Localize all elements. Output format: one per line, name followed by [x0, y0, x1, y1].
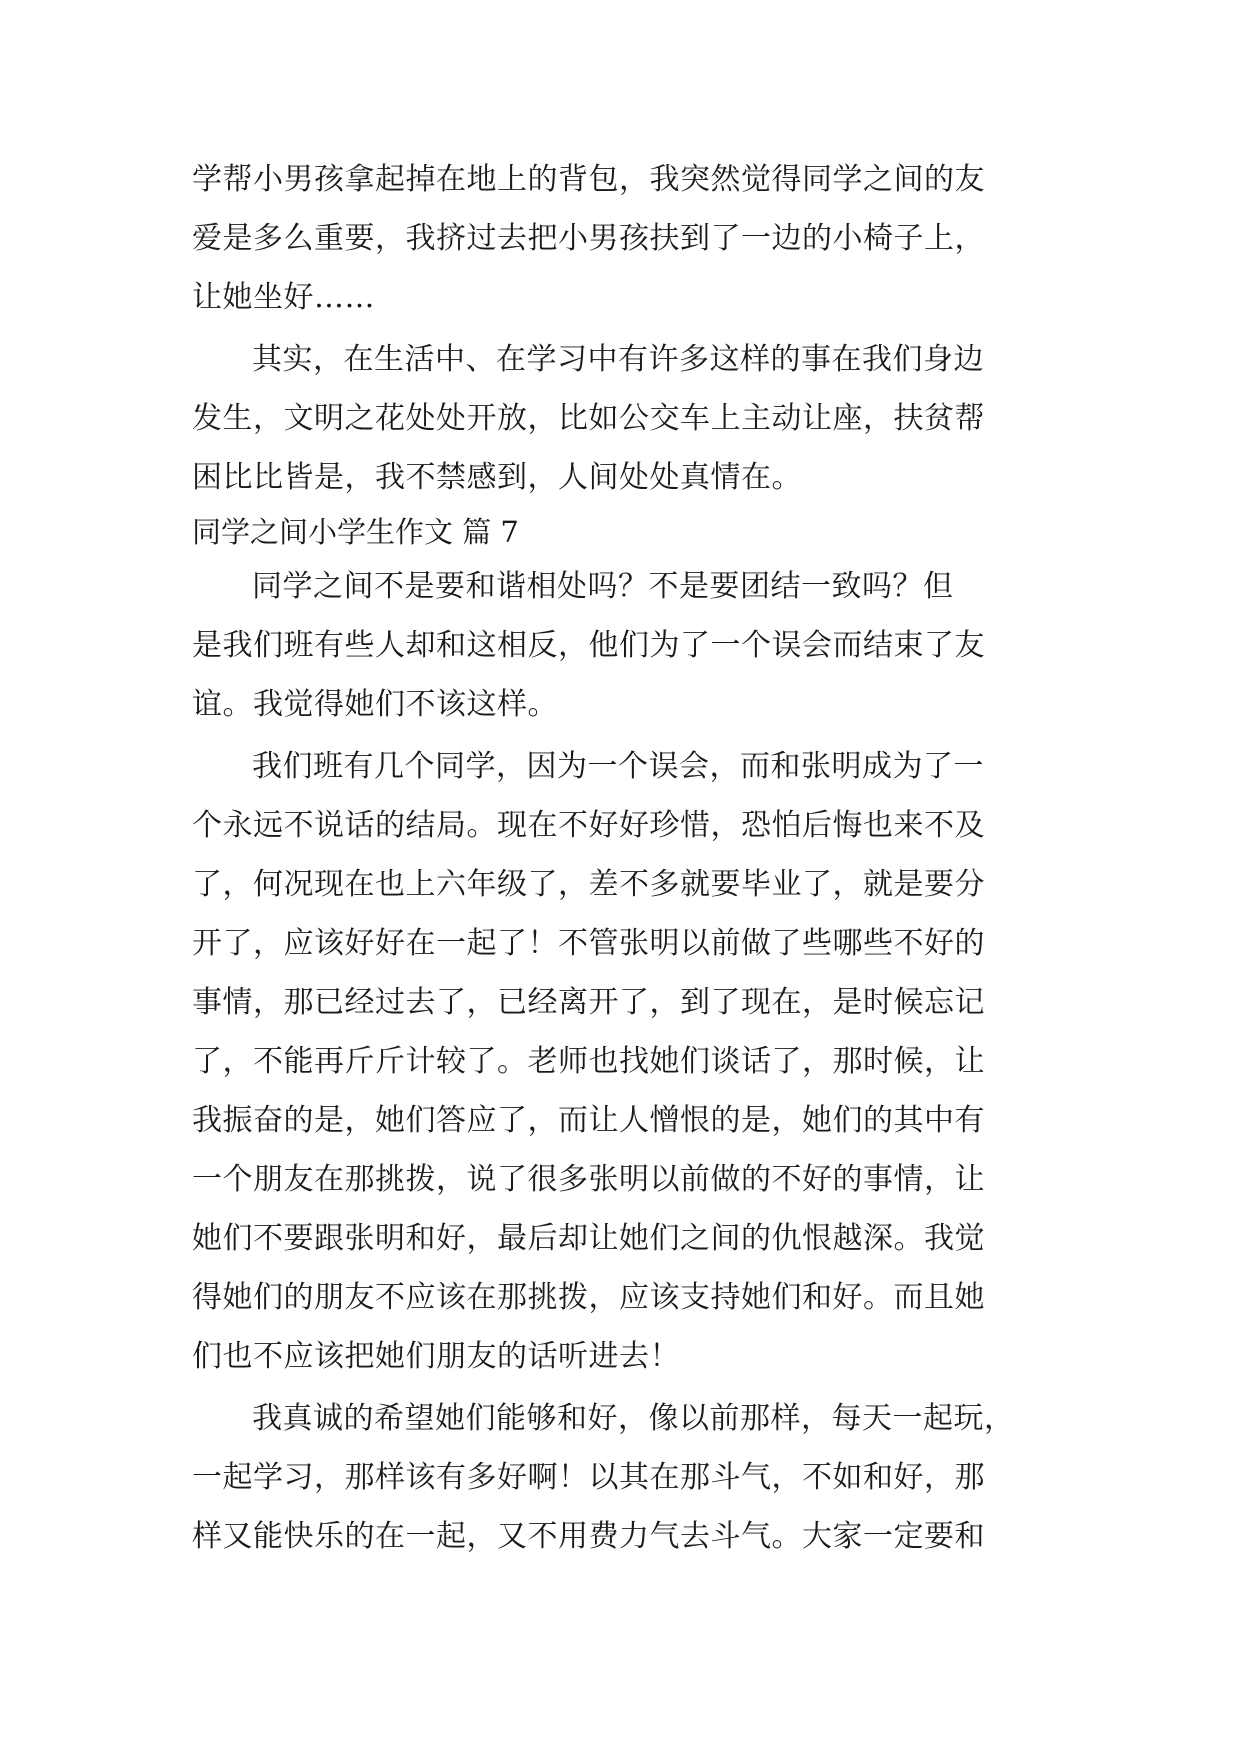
paragraph [192, 330, 1058, 507]
text-line: 其实，在生活中、在学习中有许多这样的事在我们身边 [252, 342, 984, 377]
text-line: 我真诚的希望她们能够和好，像以前那样，每天一起玩， [252, 1401, 1015, 1436]
document-page [192, 150, 1058, 1566]
text-line: 了，不能再斤斤计较了。老师也找她们谈话了，那时候，让 [192, 1044, 985, 1079]
text-line: 让她坐好…… [192, 280, 375, 315]
text-line: 谊。我觉得她们不该这样。 [192, 687, 558, 722]
text-line: 个永远不说话的结局。现在不好好珍惜，恐怕后悔也来不及 [192, 808, 985, 843]
text-line: 得她们的朋友不应该在那挑拨，应该支持她们和好。而且她 [192, 1280, 985, 1315]
text-line: 事情，那已经过去了，已经离开了，到了现在，是时候忘记 [192, 985, 985, 1020]
paragraph [192, 557, 1058, 734]
text-line: 样又能快乐的在一起，又不用费力气去斗气。大家一定要和 [192, 1519, 985, 1554]
text-line: 一个朋友在那挑拨，说了很多张明以前做的不好的事情，让 [192, 1162, 985, 1197]
text-line: 同学之间不是要和谐相处吗？不是要团结一致吗？但 [252, 569, 954, 604]
text-line: 了，何况现在也上六年级了，差不多就要毕业了，就是要分 [192, 867, 985, 902]
text-line: 我们班有几个同学，因为一个误会，而和张明成为了一 [252, 749, 984, 784]
text-line: 她们不要跟张明和好，最后却让她们之间的仇恨越深。我觉 [192, 1221, 985, 1256]
text-line: 爱是多么重要，我挤过去把小男孩扶到了一边的小椅子上， [192, 221, 985, 256]
text-line: 发生，文明之花处处开放，比如公交车上主动让座，扶贫帮 [192, 401, 985, 436]
text-line: 们也不应该把她们朋友的话听进去！ [192, 1339, 680, 1374]
paragraph [192, 737, 1058, 1386]
text-line: 困比比皆是，我不禁感到，人间处处真情在。 [192, 460, 802, 495]
paragraph [192, 1389, 1058, 1566]
paragraph-continuation [192, 150, 1058, 327]
text-line: 我振奋的是，她们答应了，而让人憎恨的是，她们的其中有 [192, 1103, 985, 1138]
section-heading: 同学之间小学生作文 篇 7 [192, 515, 519, 549]
text-line: 学帮小男孩拿起掉在地上的背包，我突然觉得同学之间的友 [192, 162, 985, 197]
text-line: 一起学习，那样该有多好啊！以其在那斗气，不如和好，那 [192, 1460, 985, 1495]
text-line: 是我们班有些人却和这相反，他们为了一个误会而结束了友 [192, 628, 985, 663]
text-line: 开了，应该好好在一起了！不管张明以前做了些哪些不好的 [192, 926, 985, 961]
